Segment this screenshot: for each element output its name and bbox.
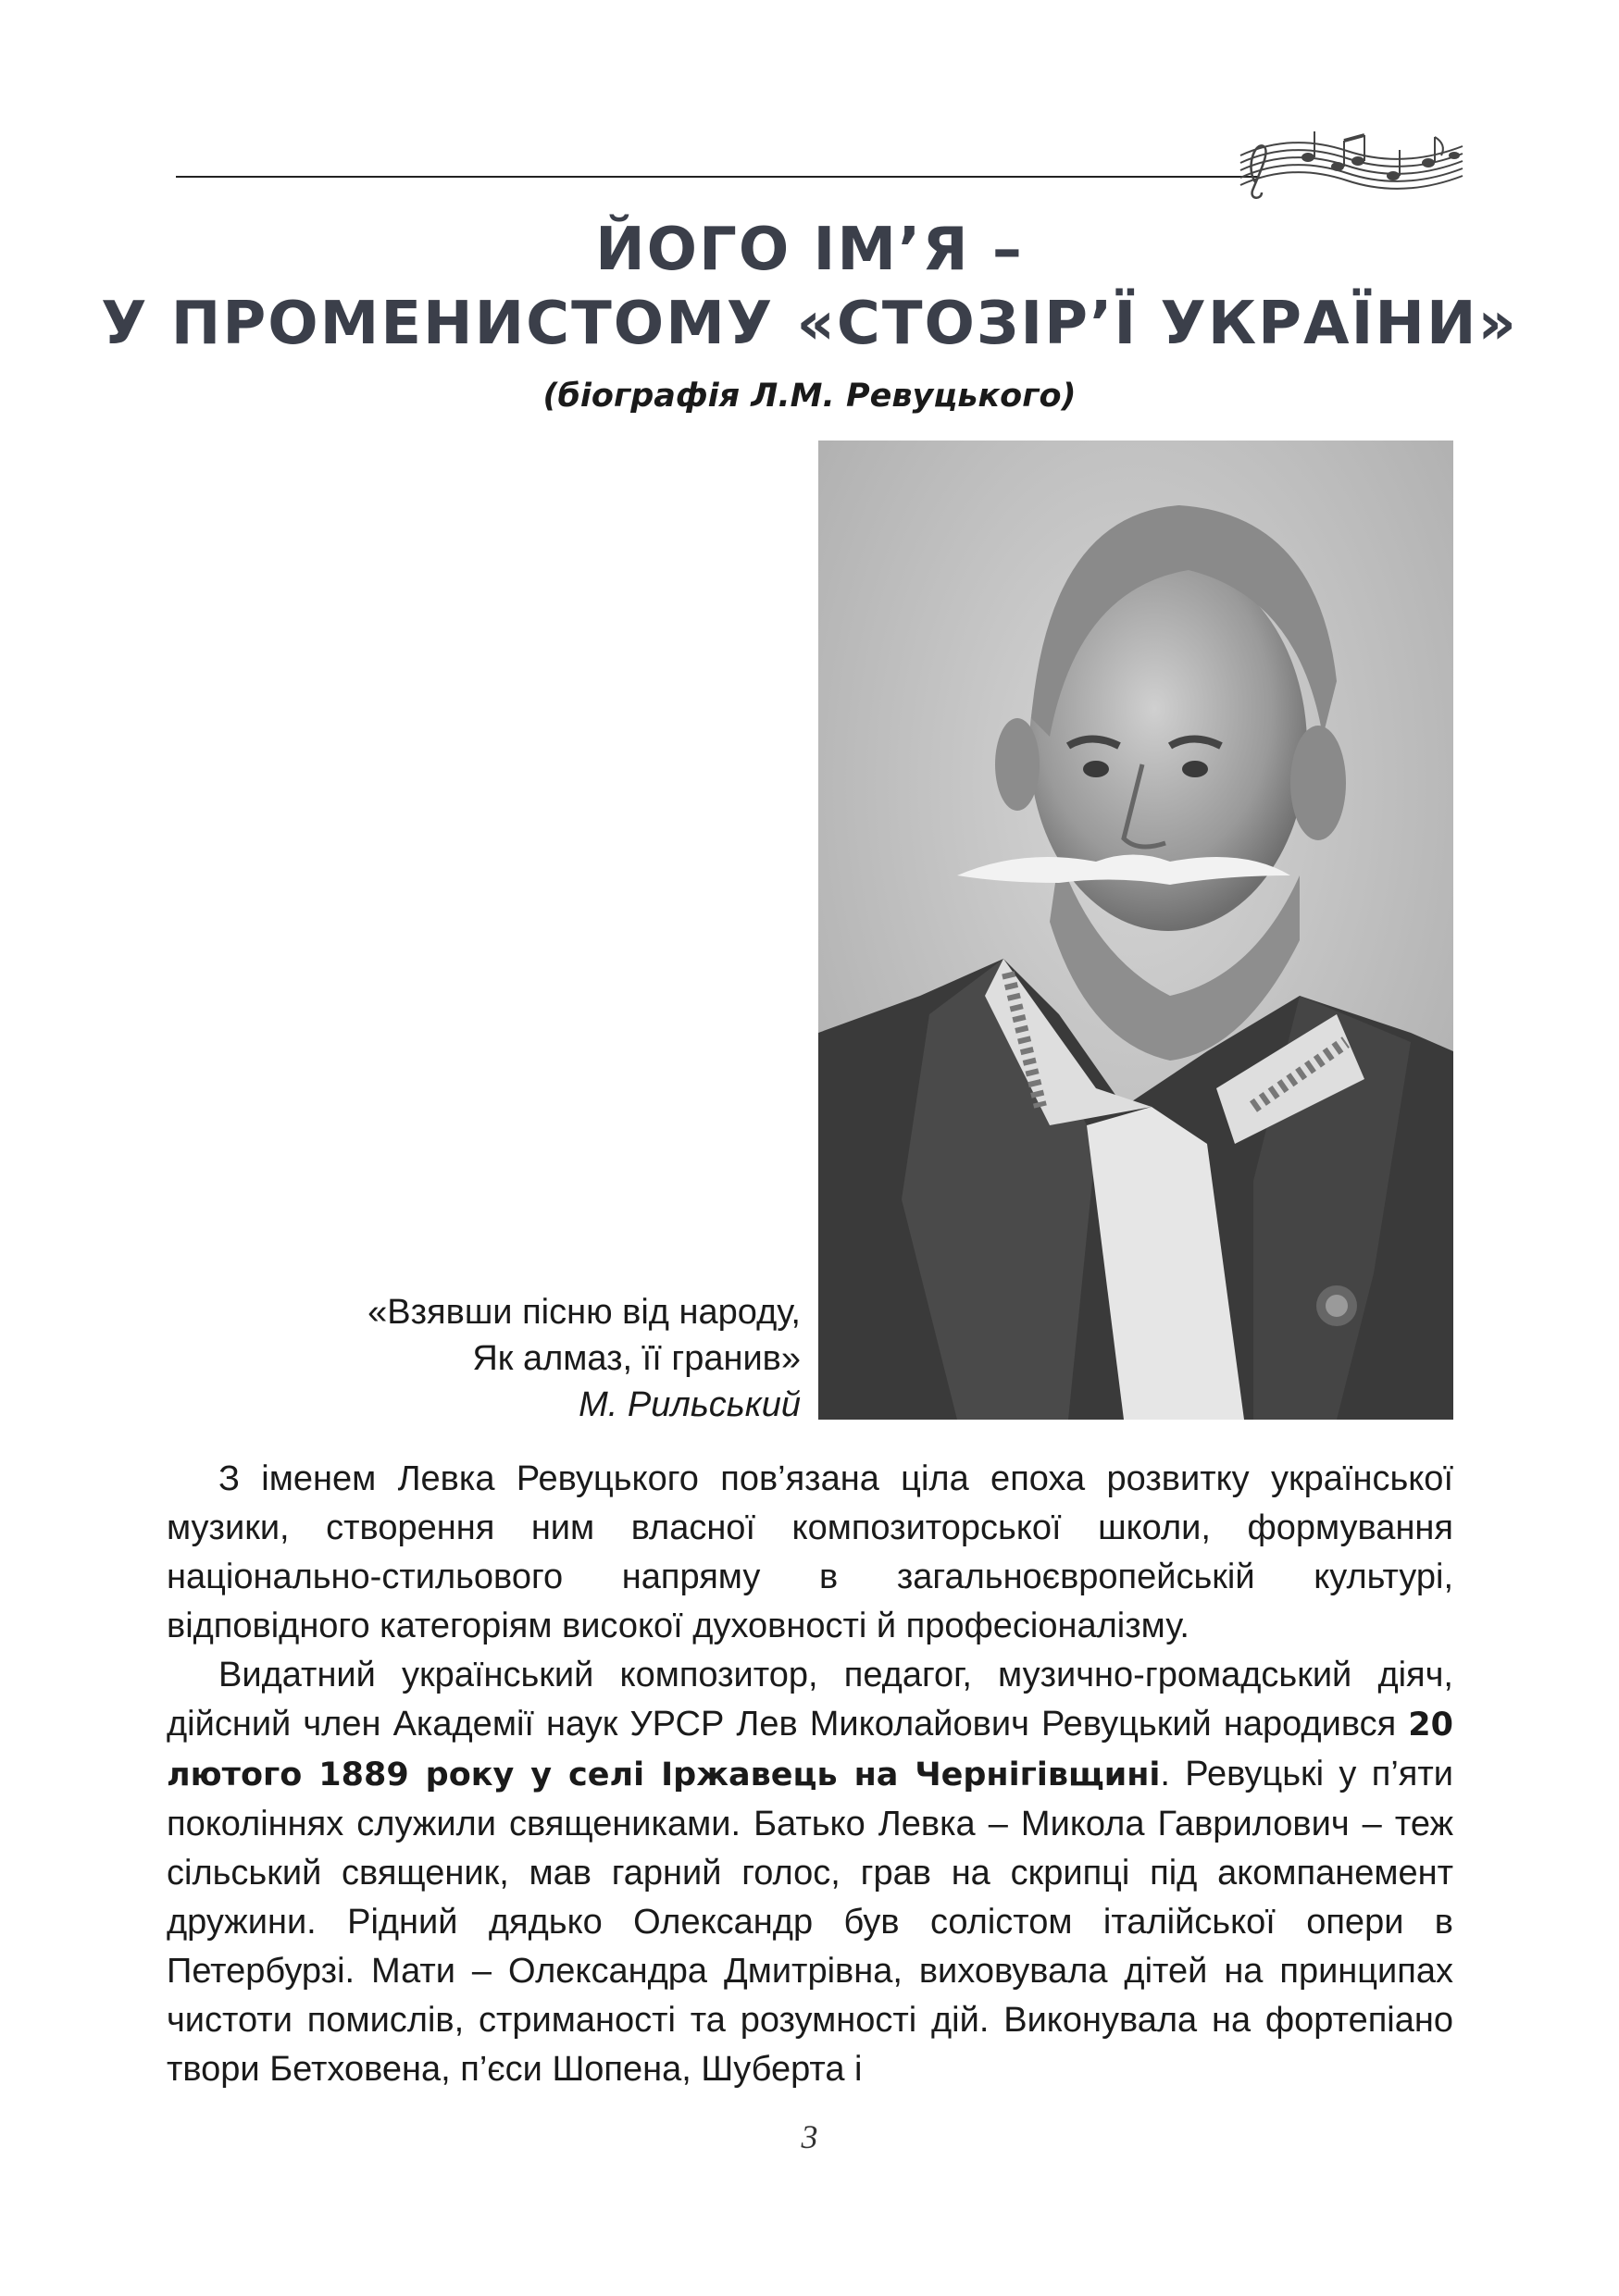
page-number: 3 bbox=[801, 2118, 818, 2155]
epigraph-author: М. Рильський bbox=[579, 1385, 801, 1424]
epigraph bbox=[227, 1289, 801, 1428]
paragraph-2-text-end: . Ревуцькі у п’яти поколіннях служили священиками. Батько Левка – Микола Гаврилович – теж сільський священик, мав гарний голос, грав на скрипці під акомпанемент дружини. Рідний дядько Олександр був солістом італійської опери в Петербурзі. Мати – Олександра Дмитрівна, виховувала дітей на принципах чистоти помислів, стриманості та розумності дій. Виконувала на фортепіано твори Бетховена, п’єси Шопена, Шуберта і bbox=[167, 1755, 1453, 2089]
paragraph-1: З іменем Левка Ревуцького пов’язана ціла епоха розвитку української музики, створення ним власної композиторської школи, формування національно-стильового напряму в загальноєвропейській культурі, відповідного категоріям високої духовності й професіоналізму. bbox=[167, 1459, 1453, 1645]
paragraph-2 bbox=[167, 1651, 1453, 2094]
paragraph-2-text-start: Видатний український композитор, педагог, музично-громадський діяч, дійсний член Академії наук УРСР Лев Миколайович Ревуцький народився bbox=[167, 1656, 1453, 1744]
portrait-photo bbox=[818, 441, 1453, 1420]
epigraph-line1: «Взявши пісню від народу, bbox=[367, 1293, 801, 1332]
page-title-line1: ЙОГО ІМ’Я – bbox=[595, 216, 1024, 284]
body-text bbox=[167, 1455, 1453, 2094]
music-notes-icon bbox=[1236, 118, 1467, 206]
page-subtitle: (біографія Л.М. Ревуцького) bbox=[542, 378, 1077, 415]
header-rule bbox=[176, 176, 1259, 178]
page-title-line2: У ПРОМЕНИСТОМУ «СТОЗІР’Ї УКРАЇНИ» bbox=[101, 290, 1518, 358]
epigraph-line2: Як алмаз, її гранив» bbox=[472, 1339, 801, 1378]
birth-highlight: 20 лютого 1889 року у селі Іржавець на Чернігівщині bbox=[167, 1706, 1453, 1793]
